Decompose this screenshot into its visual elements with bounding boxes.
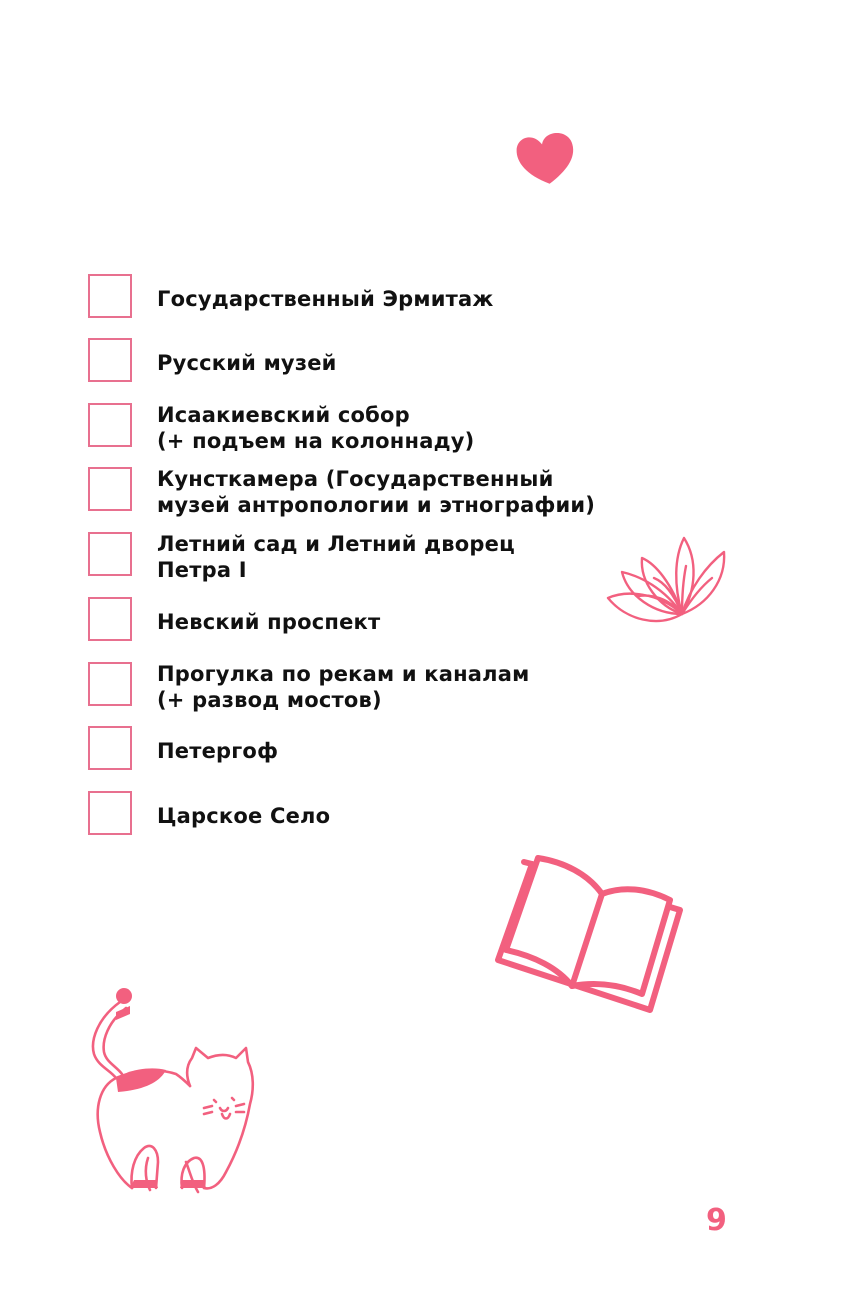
cat-illustration xyxy=(86,982,258,1204)
checkbox[interactable] xyxy=(88,467,132,511)
checklist-item[interactable] xyxy=(88,274,648,324)
checkbox[interactable] xyxy=(88,403,132,447)
checklist-item-label: Исаакиевский собор (+ подъем на колоннаду) xyxy=(157,403,475,453)
checkbox[interactable] xyxy=(88,274,132,318)
checklist-item-label: Русский музей xyxy=(157,351,337,375)
checkbox[interactable] xyxy=(88,532,132,576)
checkbox[interactable] xyxy=(88,662,132,706)
checkbox[interactable] xyxy=(88,791,132,835)
checklist-item[interactable] xyxy=(88,597,648,647)
checkbox[interactable] xyxy=(88,726,132,770)
checklist-item[interactable] xyxy=(88,726,648,776)
checkbox[interactable] xyxy=(88,597,132,641)
checklist-item-label: Петергоф xyxy=(157,739,279,763)
page-number: 9 xyxy=(706,1203,727,1238)
checklist-item-label: Летний сад и Летний дворец Петра I xyxy=(157,532,515,582)
checklist-item-label: Невский проспект xyxy=(157,610,381,634)
checklist-item[interactable] xyxy=(88,662,648,712)
checklist-item[interactable] xyxy=(88,791,648,841)
checkbox[interactable] xyxy=(88,338,132,382)
lotus-icon xyxy=(606,536,730,632)
open-book-icon xyxy=(494,852,684,1017)
checklist-item-label: Государственный Эрмитаж xyxy=(157,287,494,311)
checklist-item-label: Кунсткамера (Государственный музей антропологии и этнографии) xyxy=(157,467,596,517)
checklist-item[interactable] xyxy=(88,532,648,582)
checklist-item-label: Царское Село xyxy=(157,804,331,828)
checklist-item[interactable] xyxy=(88,467,648,517)
checklist-item[interactable] xyxy=(88,338,648,388)
checklist-item[interactable] xyxy=(88,403,648,453)
checklist-item-label: Прогулка по рекам и каналам (+ развод мостов) xyxy=(157,662,530,712)
